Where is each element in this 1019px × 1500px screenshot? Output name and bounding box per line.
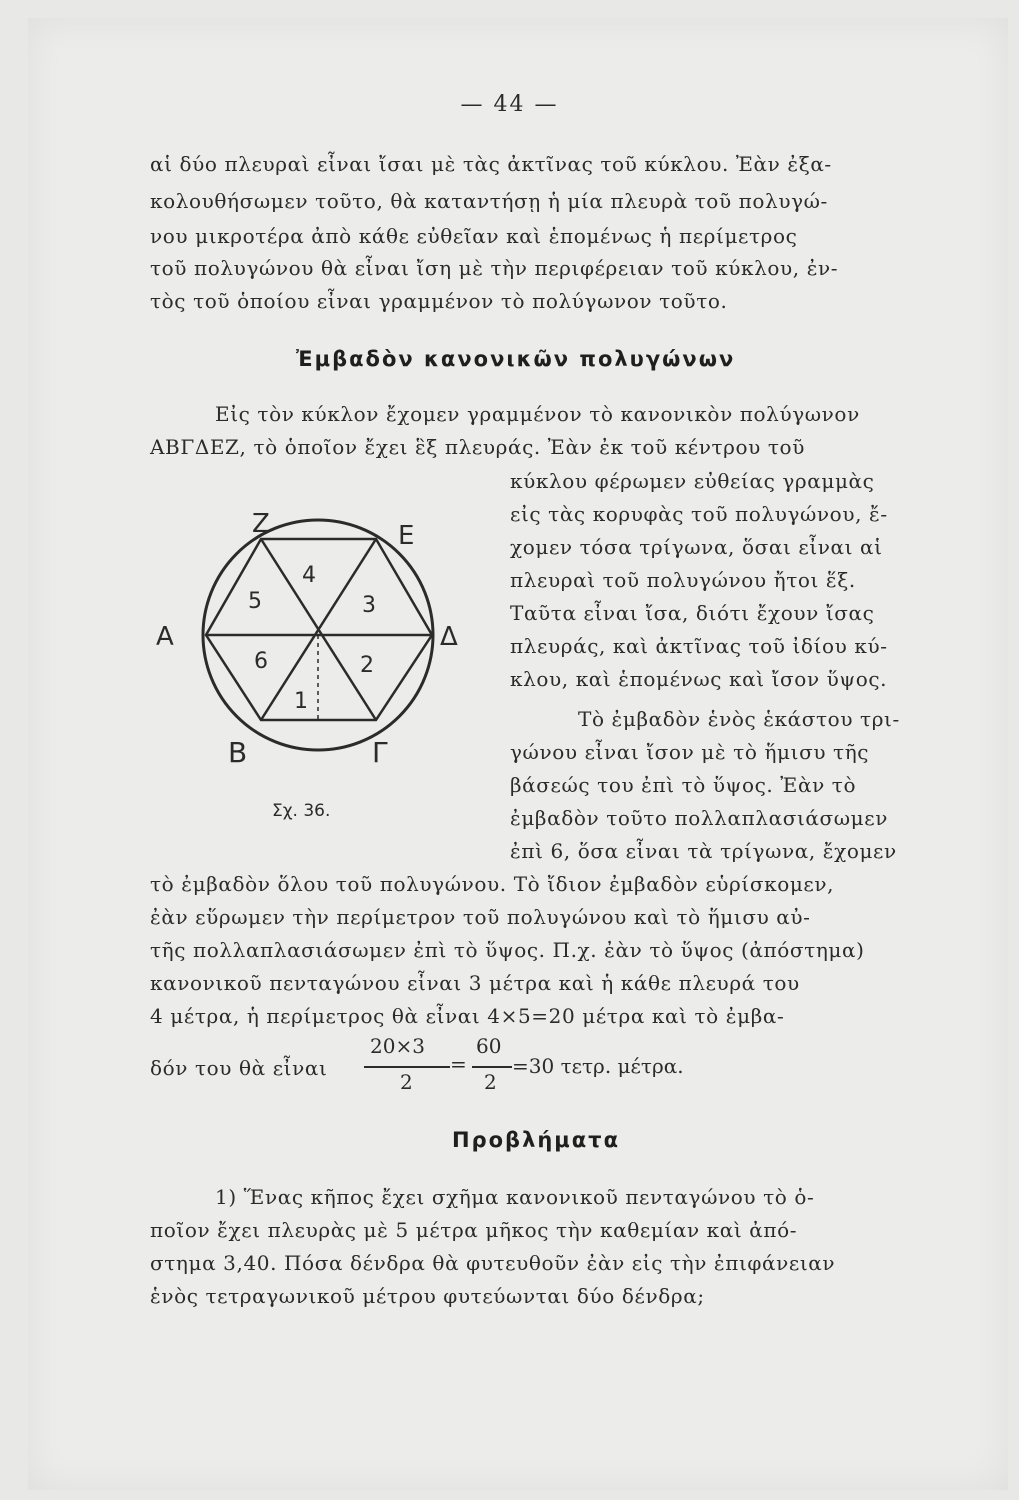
fraction-numerator: 60 <box>476 1034 502 1058</box>
formula-result: =30 τετρ. μέτρα. <box>512 1054 684 1078</box>
text-line: κολουθήσωμεν τοῦτο, θὰ καταντήσῃ ἡ μία πλευρὰ τοῦ πολυγώ- <box>150 189 828 213</box>
text-line: ΑΒΓΔΕΖ, τὸ ὁποῖον ἔχει ἓξ πλευράς. Ἐὰν ἐκ τοῦ κέντρου τοῦ <box>150 435 805 459</box>
text-line: 4 μέτρα, ἡ περίμετρος θὰ εἶναι 4×5=20 μέτρα καὶ τὸ ἐμβα- <box>150 1004 785 1028</box>
text-line: στημα 3,40. Πόσα δένδρα θὰ φυτευθοῦν ἐὰν εἰς τὴν ἐπιφάνειαν <box>150 1251 836 1275</box>
triangle-number: 3 <box>362 593 376 618</box>
text-line: Ταῦτα εἶναι ἴσα, διότι ἔχουν ἴσας <box>510 601 875 625</box>
text-line: κανονικοῦ πενταγώνου εἶναι 3 μέτρα καὶ ἡ κάθε πλευρά του <box>150 971 800 995</box>
text-line: πλευραὶ τοῦ πολυγώνου ἤτοι ἕξ. <box>510 568 856 592</box>
text-line: βάσεώς του ἐπὶ τὸ ὕψος. Ἐὰν τὸ <box>510 773 857 797</box>
vertex-label: Ζ <box>252 509 270 539</box>
text-line: 1) Ἕνας κῆπος ἔχει σχῆμα κανονικοῦ πενταγώνου τὸ ὁ- <box>215 1185 815 1209</box>
fraction-denominator: 2 <box>484 1070 497 1094</box>
vertex-label: Δ <box>440 622 458 652</box>
text-line: γώνου εἶναι ἴσον μὲ τὸ ἥμισυ τῆς <box>510 740 870 764</box>
vertex-label: Γ <box>372 736 388 769</box>
text-line: ἑνὸς τετραγωνικοῦ μέτρου φυτεύωνται δύο δένδρα; <box>150 1284 705 1308</box>
fraction-bar <box>472 1066 512 1068</box>
page-number: — 44 — <box>460 92 559 117</box>
figure-caption: Σχ. 36. <box>272 801 331 821</box>
fraction-bar <box>364 1066 450 1068</box>
equals-sign: = <box>450 1052 467 1076</box>
hexagon-figure <box>150 500 490 840</box>
text-line: κύκλου φέρωμεν εὐθείας γραμμὰς <box>510 469 875 493</box>
text-line: ποῖον ἔχει πλευρὰς μὲ 5 μέτρα μῆκος τὴν καθεμίαν καὶ ἀπό- <box>150 1218 798 1242</box>
text-line: τοῦ πολυγώνου θὰ εἶναι ἴση μὲ τὴν περιφέρειαν τοῦ κύκλου, ἐν- <box>150 256 839 280</box>
text-line: αἱ δύο πλευραὶ εἶναι ἴσαι μὲ τὰς ἀκτῖνας τοῦ κύκλου. Ἐὰν ἐξα- <box>150 152 832 176</box>
text-line: πλευράς, καὶ ἀκτῖνας τοῦ ἰδίου κύ- <box>510 634 888 658</box>
triangle-number: 1 <box>294 689 308 714</box>
triangle-number: 2 <box>360 653 374 678</box>
text-line: Τὸ ἐμβαδὸν ἑνὸς ἑκάστου τρι- <box>578 707 900 731</box>
text-line: νου μικροτέρα ἀπὸ κάθε εὐθεῖαν καὶ ἑπομένως ἡ περίμετρος <box>150 224 798 248</box>
formula-prefix: δόν του θὰ εἶναι <box>150 1056 328 1080</box>
text-line: τῆς πολλαπλασιάσωμεν ἐπὶ τὸ ὕψος. Π.χ. ἐὰν τὸ ὕψος (ἀπόστημα) <box>150 938 865 962</box>
text-line: ἐμβαδὸν τοῦτο πολλαπλασιάσωμεν <box>510 806 888 830</box>
section-heading: Ἐμβαδὸν κανονικῶν πολυγώνων <box>296 347 736 371</box>
triangle-number: 6 <box>254 649 268 674</box>
fraction-denominator: 2 <box>400 1070 413 1094</box>
vertex-label: Β <box>228 736 248 769</box>
text-line: εἰς τὰς κορυφὰς τοῦ πολυγώνου, ἔ- <box>510 502 888 526</box>
vertex-label: Ε <box>398 521 415 551</box>
text-line: χομεν τόσα τρίγωνα, ὅσαι εἶναι αἱ <box>510 535 883 559</box>
triangle-number: 4 <box>302 563 316 588</box>
text-line: τὸ ἐμβαδὸν ὅλου τοῦ πολυγώνου. Τὸ ἴδιον ἐμβαδὸν εὑρίσκομεν, <box>150 872 835 896</box>
section-heading: Προβλήματα <box>452 1128 621 1152</box>
text-line: τὸς τοῦ ὁποίου εἶναι γραμμένον τὸ πολύγωνον τοῦτο. <box>150 289 728 313</box>
vertex-label: Α <box>156 622 174 652</box>
text-line: ἐὰν εὕρωμεν τὴν περίμετρον τοῦ πολυγώνου καὶ τὸ ἥμισυ αὐ- <box>150 905 811 929</box>
triangle-number: 5 <box>248 589 262 614</box>
text-line: ἐπὶ 6, ὅσα εἶναι τὰ τρίγωνα, ἔχομεν <box>510 839 897 863</box>
text-line: Εἰς τὸν κύκλον ἔχομεν γραμμένον τὸ κανονικὸν πολύγωνον <box>215 402 860 426</box>
fraction-numerator: 20×3 <box>370 1034 425 1058</box>
text-line: κλου, καὶ ἑπομένως καὶ ἴσον ὕψος. <box>510 667 888 691</box>
